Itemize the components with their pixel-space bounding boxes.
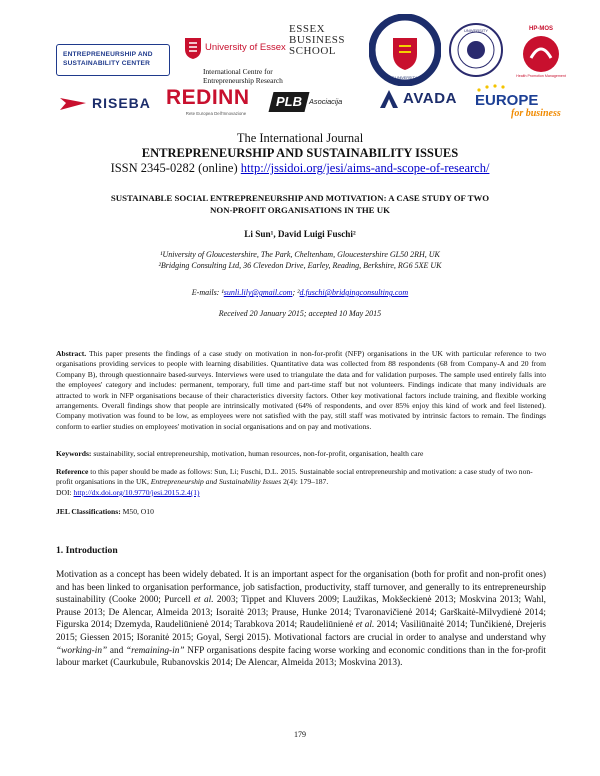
essex-business-school-logo [289,24,357,57]
journal-title: ENTREPRENEURSHIP AND SUSTAINABILITY ISSUES [141,146,459,160]
abstract [56,349,546,432]
round-seal-logo [448,22,504,78]
page-number: 179 [294,730,306,739]
intro-p5: NFP organisations despite facing worse working and economic conditions than in the for-profit labour market (Caurkubule, Rubanovskis 2014; De Alencar, Almeida 2013; Moskvina 2013). [56,645,546,669]
affiliations [0,249,600,271]
salford-text: THE UNIVERSITY OF SALFORD [387,76,423,84]
email-1-link[interactable]: sunli.lily@gmail.com [223,288,293,297]
intro-etal-2: et al. [355,620,375,631]
paper-title [40,192,560,216]
avada-logo [378,88,468,112]
reference-text-b: 2(4): 179–187. [281,477,329,487]
essex-shield-icon [184,36,202,60]
europe-text: EUROPE [475,92,539,109]
affiliation-1: ¹University of Gloucestershire, The Park, Cheltenham, Gloucestershire GL50 2RH, UK [160,250,440,259]
redinn-sub: Rete Europea Dell'Innovazione [185,111,247,116]
doi-label: DOI: [56,487,74,497]
icer-line2: Entrepreneurship Research [203,76,283,85]
journal-issn: ISSN 2345-0282 (online) [110,161,238,175]
authors: Li Sun¹, David Luigi Fuschi² [244,229,356,239]
essex-uni-logo [184,36,286,62]
avada-mark-icon [378,88,400,110]
riseba-text: RISEBA [92,95,151,111]
keywords-label: Keywords: [56,449,92,458]
plb-logo [271,92,353,116]
intro-quote-working-in: “working-in” [56,645,108,656]
emails-separator: ; ² [292,288,300,297]
intro-p1: Motivation as a concept has been widely debated. It is an important aspect for the organisation (both for profit and non-profit ones) and has been linked to organisation performance, job satisfaction, productivity, staff turnover, and generally to its entrepreneurship sustainability (Cooke 2000; Purcell [56,570,546,606]
intro-quote-remaining-in: “remaining-in” [126,645,185,656]
logo-header [0,0,600,128]
riseba-logo [58,92,160,114]
ebs-line1: ESSEX [289,23,326,35]
reference-label: Reference [56,467,89,476]
salford-logo [369,14,441,86]
email-2-link[interactable]: d.fuschi@bridgingconsulting.com [299,288,409,297]
icer-logo [203,67,313,85]
affiliation-2: ²Bridging Consulting Ltd, 36 Clevedon Drive, Earley, Reading, Berkshire, RG6 5XE UK [158,261,442,270]
abstract-label: Abstract. [56,349,87,358]
hpmos-icon [514,32,568,74]
redinn-logo [166,86,266,120]
reference-journal: Entrepreneurship and Sustainability Issues [150,477,282,487]
jel-text: M50, O10 [120,507,154,516]
emails-label: E-mails: ¹ [191,288,224,297]
abstract-text: This paper presents the findings of a case study on motivation in non-for-profit (NFP) organisations in the UK with particular reference to two organisations providing services to people with learning disabilities. Quantitative data was collected from 88 respondents (68 from Company-A and 20 from Company B), through questionnaire based-surveys. Interviews were used to triangulate the data and for validation purposes. The sample used entirely falls into the employees' category and includes: permanent, temporary, full time and part-time staff but not volunteers. Findings indicate that many individuals are attracted to work in NFP organisations because of their characteristics diversity factors. Other key motivational factors include training, and flexible working arrangements. Overall findings show that people are intrinsically motivated (64% of respondents, and over 85% enjoy this kind of work and feel listened). Company motivation was found to be low, as employees were not satisfied with the pay, still staff was motivated by intrinsic factors to remain. The findings conform to earlier studies on employees' motivation in social organisations and on pay and motivations. [56,349,546,431]
plb-text: PLB [276,94,302,109]
intro-p4: and [107,645,127,656]
intro-heading: 1. Introduction [56,545,118,556]
jel-label: JEL Classifications: [56,507,121,516]
europe-sub: for business [511,108,561,119]
received-dates: Received 20 January 2015; accepted 10 May 2015 [218,309,382,318]
journal-url-link[interactable]: http://jssidoi.org/jesi/aims-and-scope-of-research/ [240,161,490,175]
reference [56,467,546,498]
intro-etal-1: et al. [193,595,214,606]
round-seal-text: UNIVERSITY [463,28,488,33]
intro-paragraph [56,569,546,670]
paper-title-line2: NON-PROFIT ORGANISATIONS IN THE UK [210,205,390,215]
emails [0,288,600,297]
ebs-line2: BUSINESS [289,34,345,46]
intro-p2: 2003; Tippet and Kluvers 2009; Laužikas, Mokšeckienė 2013; Moskvina 2013; Wahl, Prause 2013; De Alencar, Almeida 2013; Isoraitė 2013; Prause, Hunke 2014; Tvaronavičienė 2014; Garškaitė-Milvydienė 2014; Figurska 2014; Dzemyda, Raudeliūnienė 2014; Tarabkova 2014; Raudeliūnienė [56,595,546,631]
esc-logo-text: ENTREPRENEURSHIP AND SUSTAINABILITY CENTER [63,51,153,67]
plb-assoc: Asociacija [309,97,343,106]
essex-uni-text: University of Essex [205,42,286,53]
europe-logo [473,84,567,124]
doi-link[interactable]: http://dx.doi.org/10.9770/jesi.2015.2.4(1) [73,487,200,497]
paper-title-line1: SUSTAINABLE SOCIAL ENTREPRENEURSHIP AND MOTIVATION: A CASE STUDY OF TWO [110,193,490,203]
journal-header [0,131,600,176]
keywords [56,449,546,459]
esc-logo [56,44,170,76]
reference-text-a: to this paper should be made as follows: Sun, Li; Fuschi, D.L. 2015. Sustainable social entrepreneurship and motivation: a case study of two non-profit organisations in the UK, [56,467,533,487]
hpmos-sub: Health Promotion Management [516,74,566,78]
hpmos-title: HP-MOS [529,26,553,32]
redinn-text: REDINN [166,86,250,109]
journal-issn-line [0,161,600,176]
jel-classifications [56,507,546,517]
icer-line1: International Centre for [203,67,273,76]
intro-p3: 2014; Vasiliūnaitė 2014; Tunčikienė, Drejeris 2015; Giessen 2015; Išoranitė 2015; Goyal, Sergi 2015). Motivational factors are crucial in order to analyse and understand why [56,620,547,643]
riseba-arrow-icon [58,94,88,112]
hpmos-logo [514,26,568,78]
avada-text: AVADA [403,90,458,107]
keywords-text: sustainability, social entrepreneurship, motivation, human resources, non-for-profit, organisation, health care [91,449,424,458]
ebs-line3: SCHOOL [289,45,337,57]
journal-prefix: The International Journal [236,131,364,145]
